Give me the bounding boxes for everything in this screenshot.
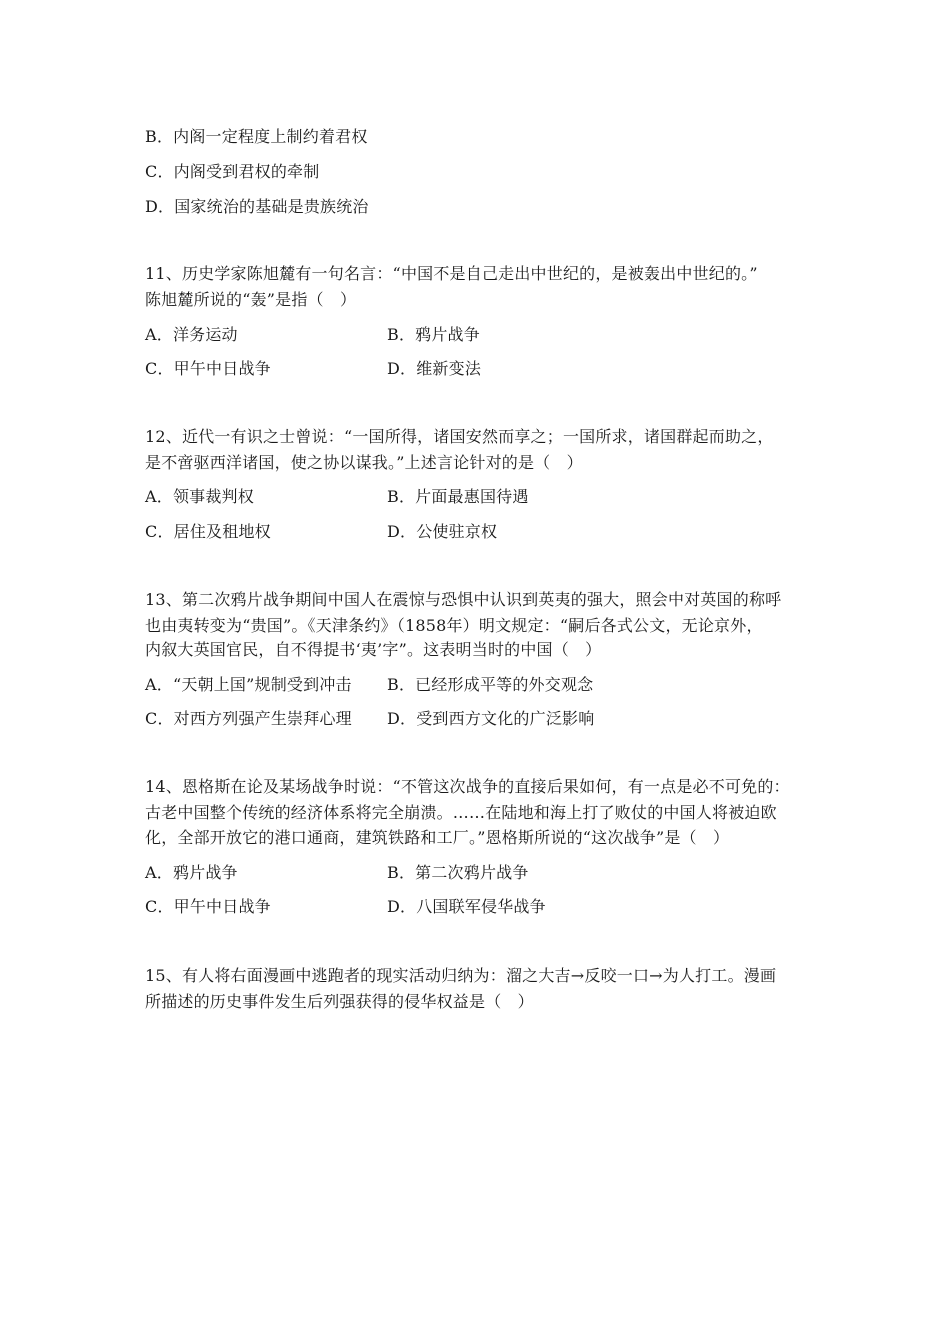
q13-option-c: C．对西方列强产生崇拜心理 — [145, 709, 352, 728]
q11-stem-line-1: 11、历史学家陈旭麓有一句名言：“中国不是自己走出中世纪的，是被轰出中世纪的。” — [145, 264, 758, 283]
q11-option-a: A．洋务运动 — [145, 325, 238, 344]
q12-stem-line-1: 12、近代一有识之士曾说：“一国所得，诸国安然而享之；一国所求，诸国群起而助之， — [145, 427, 774, 446]
q14-option-a: A．鸦片战争 — [145, 863, 238, 882]
q14-stem-line-1: 14、恩格斯在论及某场战争时说：“不管这次战争的直接后果如何，有一点是必不可免的： — [145, 777, 790, 796]
q13-option-a: A．“天朝上国”规制受到冲击 — [145, 675, 352, 694]
q11-stem-line-2: 陈旭麓所说的“轰”是指（ ） — [145, 290, 357, 309]
q12-option-a: A．领事裁判权 — [145, 487, 254, 506]
q14-option-b: B．第二次鸦片战争 — [387, 863, 529, 882]
q10-option-c: C．内阁受到君权的牵制 — [145, 162, 320, 181]
q11-option-c: C．甲午中日战争 — [145, 359, 271, 378]
q12-option-b: B．片面最惠国待遇 — [387, 487, 529, 506]
q14-option-d: D．八国联军侵华战争 — [387, 897, 546, 916]
q11-option-d: D．维新变法 — [387, 359, 482, 378]
q14-option-c: C．甲午中日战争 — [145, 897, 271, 916]
q13-stem-line-3: 内叙大英国官民，自不得提书‘夷’字”。这表明当时的中国（ ） — [145, 640, 602, 659]
q11-option-b: B．鸦片战争 — [387, 325, 480, 344]
q12-option-d: D．公使驻京权 — [387, 522, 498, 541]
q13-option-b: B．已经形成平等的外交观念 — [387, 675, 594, 694]
q14-stem-line-3: 化，全部开放它的港口通商，建筑铁路和工厂。”恩格斯所说的“这次战争”是（ ） — [145, 828, 730, 847]
q15-stem-line-2: 所描述的历史事件发生后列强获得的侵华权益是（ ） — [145, 992, 534, 1011]
q10-option-d: D．国家统治的基础是贵族统治 — [145, 197, 369, 216]
q14-stem-line-2: 古老中国整个传统的经济体系将完全崩溃。……在陆地和海上打了败仗的中国人将被迫欧 — [145, 803, 777, 822]
q10-option-b: B．内阁一定程度上制约着君权 — [145, 127, 368, 146]
q13-option-d: D．受到西方文化的广泛影响 — [387, 709, 595, 728]
q13-stem-line-1: 13、第二次鸦片战争期间中国人在震惊与恐惧中认识到英夷的强大，照会中对英国的称呼 — [145, 590, 782, 609]
q15-stem-line-1: 15、有人将右面漫画中逃跑者的现实活动归纳为：溜之大吉→反咬一口→为人打工。漫画 — [145, 966, 777, 985]
q13-stem-line-2: 也由夷转变为“贵国”。《天津条约》（1858年）明文规定：“嗣后各式公文，无论京外， — [145, 616, 763, 635]
q12-stem-line-2: 是不啻驱西洋诸国，使之协以谋我。”上述言论针对的是（ ） — [145, 453, 583, 472]
q12-option-c: C．居住及租地权 — [145, 522, 271, 541]
